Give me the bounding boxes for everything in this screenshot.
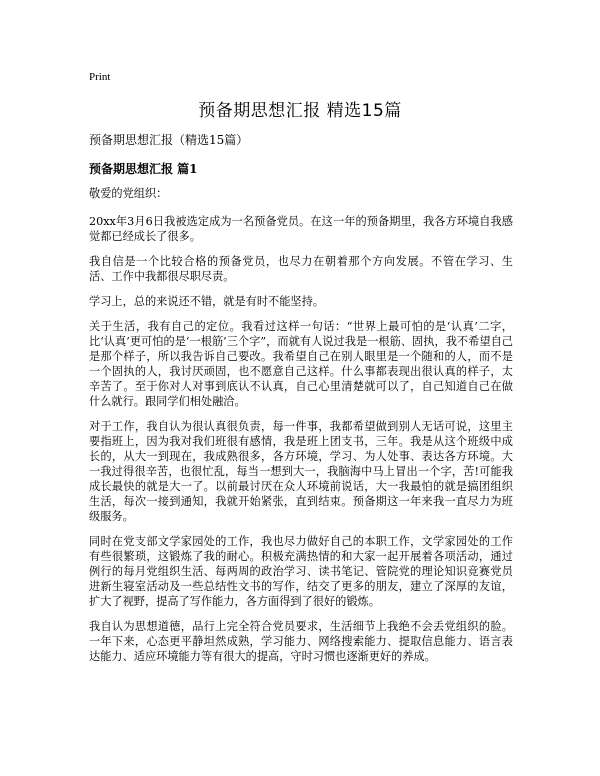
document-title: 预备期思想汇报 精选15篇 <box>198 101 402 121</box>
paragraph: 我自信是一个比较合格的预备党员，也尽力在朝着那个方向发展。不管在学习、生活、工作中我都很尽职尽责。 <box>89 255 513 283</box>
paragraph: 对于工作，我自认为很认真很负责，每一件事，我都希望做到别人无话可说，这里主要指班上，因为我对我们班很有感情，我是班上团支书，三年。我是从这个班级中成长的，从大一到现在，我成熟很多，各方环境，学习、为人处事、表达各方环境。大一我过得很辛苦，也很忙乱，每当一想到大一，我脑海中马上冒出一个字，苦!可能我成长最快的就是大一了。以前最讨厌在众人环境前说话，大一我最怕的就是搞团组织生活，每次一接到通知，我就开始紧张，直到结束。预备期这一年来我一直尽力为班级服务。 <box>89 420 513 523</box>
document-body <box>89 186 513 674</box>
greeting: 敬爱的党组织： <box>89 187 168 200</box>
paragraph: 关于生活，我有自己的定位。我看过这样一句话：“世界上最可怕的是‘认真’二字，比‘认真’更可怕的是‘一根筋’三个字”，而就有人说过我是一根筋、固执，我不希望自己是那个样子，所以我告诉自己要改。我希望自己在别人眼里是一个随和的人，而不是一个固执的人，我讨厌顽固，也不愿意自己这样。什么事都表现出很认真的样子，太辛苦了。至于你对人对事到底认不认真，自己心里清楚就可以了，自己知道自己在做什么就行。跟同学们相处融洽。 <box>89 320 513 408</box>
document-subtitle: 预备期思想汇报（精选15篇） <box>89 133 249 147</box>
paragraph: 20xx年3月6日我被选定成为一名预备党员。在这一年的预备期里，我各方环境自我感觉都已经成长了很多。 <box>89 215 513 243</box>
paragraph: 学习上，总的来说还不错，就是有时不能坚持。 <box>89 295 324 308</box>
paragraph: 同时在党支部文学家园处的工作，我也尽力做好自己的本职工作，文学家园处的工作有些很繁琐，这锻炼了我的耐心。积极充满热情的和大家一起开展着各项活动，通过例行的每月党组织生活、每两周的政治学习、读书笔记、管院党的理论知识竞赛党员进新生寝室活动及一些总结性文书的写作，结交了更多的朋友，建立了深厚的友谊，扩大了视野，提高了写作能力，各方面得到了很好的锻炼。 <box>89 535 513 608</box>
section-heading: 预备期思想汇报 篇1 <box>89 162 198 176</box>
paragraph: 我自认为思想道德，品行上完全符合党员要求，生活细节上我绝不会丢党组织的脸。一年下来，心态更平静坦然成熟，学习能力、网络搜索能力、提取信息能力、语言表达能力、适应环境能力等有很大的提高，守时习惯也逐渐更好的养成。 <box>89 620 513 663</box>
print-link[interactable]: Print <box>89 71 111 83</box>
